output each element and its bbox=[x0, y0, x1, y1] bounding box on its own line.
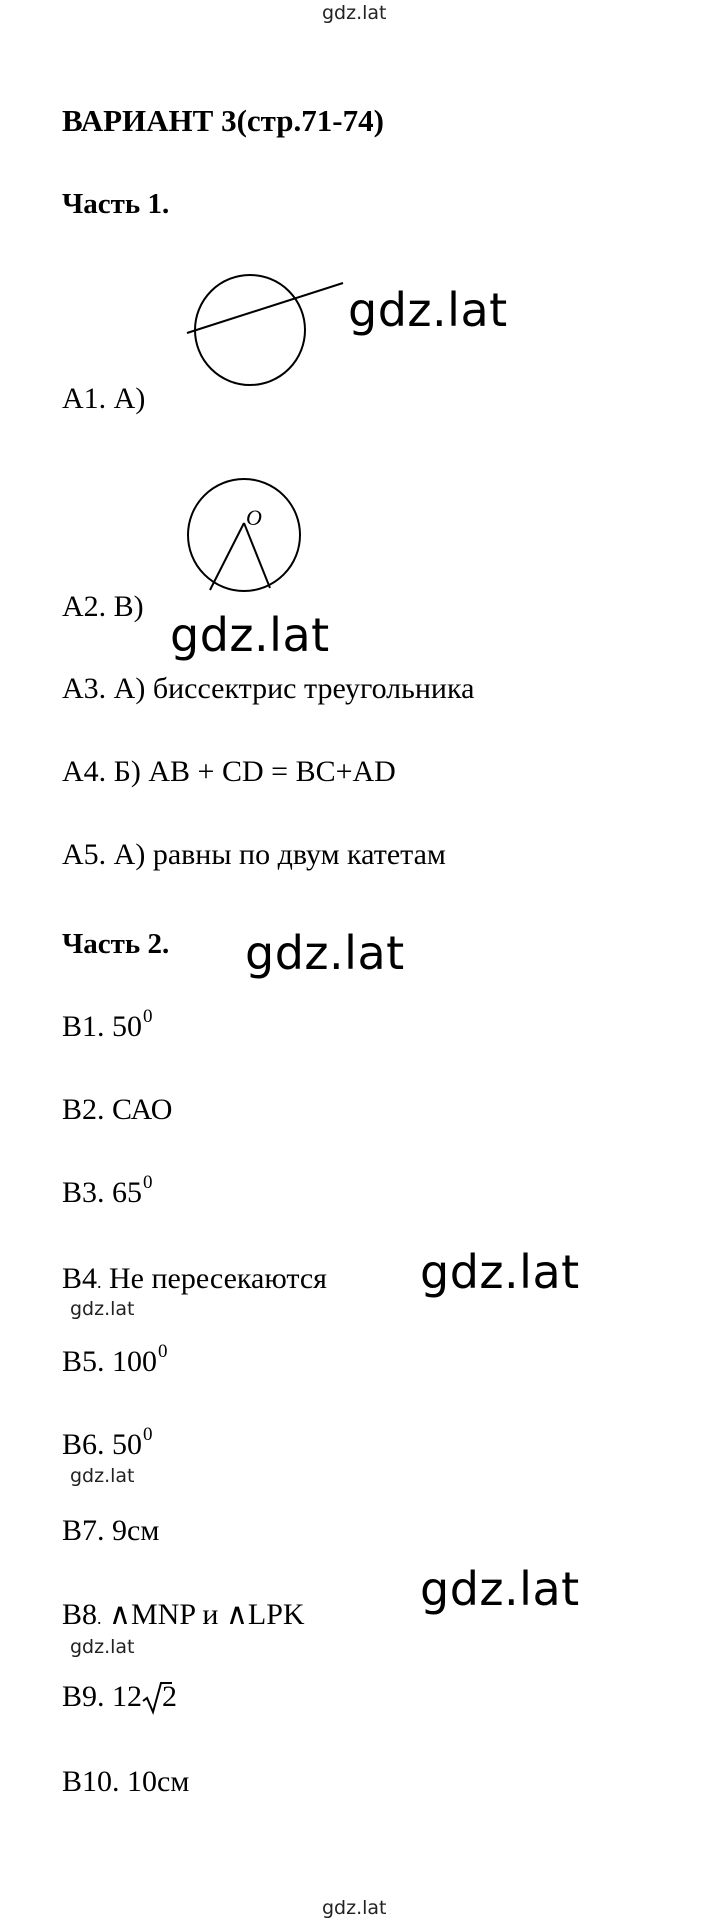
part2-heading: Часть 2. bbox=[62, 928, 170, 960]
watermark-b4: gdz.lat bbox=[420, 1245, 580, 1299]
watermark-b8-small: gdz.lat bbox=[70, 1636, 135, 1658]
watermark-a2: gdz.lat bbox=[170, 608, 330, 662]
answer-b9 bbox=[62, 1680, 177, 1714]
answer-a1: A1. А) bbox=[62, 382, 146, 415]
answer-b10: В10. 10см bbox=[62, 1765, 190, 1798]
answer-b1 bbox=[62, 1006, 153, 1044]
answer-b1-degree: 0 bbox=[143, 1006, 153, 1027]
watermark-bottom: gdz.lat bbox=[322, 1897, 387, 1919]
answer-b6-text: В6. 50 bbox=[62, 1428, 143, 1461]
answer-b3 bbox=[62, 1172, 153, 1210]
answer-a2: A2. В) bbox=[62, 590, 144, 623]
sqrt-expression bbox=[142, 1680, 177, 1714]
answer-a4: A4. Б) АВ + CD = ВС+AD bbox=[62, 755, 396, 788]
answer-b5-text: В5. 100 bbox=[62, 1345, 158, 1378]
answer-b4-text: Не пересекаются bbox=[101, 1262, 327, 1295]
sqrt-radicand: 2 bbox=[162, 1680, 178, 1713]
figure-a1-circle-secant bbox=[180, 270, 360, 390]
figure-a2-center-label: O bbox=[246, 505, 262, 530]
answer-a5: A5. А) равны по двум катетам bbox=[62, 838, 446, 871]
answer-b8-label: В8 bbox=[62, 1598, 98, 1631]
watermark-top: gdz.lat bbox=[322, 2, 387, 24]
answer-b1-text: В1. 50 bbox=[62, 1010, 143, 1043]
answer-b4-dot: . bbox=[97, 1272, 102, 1292]
watermark-a1: gdz.lat bbox=[348, 283, 508, 337]
answer-b6-degree: 0 bbox=[143, 1424, 153, 1445]
answer-b4-label: В4 bbox=[62, 1262, 98, 1295]
part1-heading: Часть 1. bbox=[62, 188, 170, 220]
answer-b7: В7. 9см bbox=[62, 1514, 160, 1547]
answer-b6 bbox=[62, 1424, 153, 1462]
figure-a2-circle-center bbox=[180, 475, 320, 620]
answer-b8 bbox=[62, 1597, 305, 1632]
answer-b5 bbox=[62, 1341, 168, 1379]
sqrt-sign bbox=[142, 1682, 164, 1714]
answer-b5-degree: 0 bbox=[158, 1341, 168, 1362]
answer-b4 bbox=[62, 1262, 327, 1296]
answer-b3-degree: 0 bbox=[143, 1172, 153, 1193]
answer-b2: В2. САО bbox=[62, 1093, 173, 1126]
watermark-b4-small: gdz.lat bbox=[70, 1298, 135, 1320]
watermark-b6-small: gdz.lat bbox=[70, 1465, 135, 1487]
answer-b3-text: В3. 65 bbox=[62, 1176, 143, 1209]
answer-b8-dot: . bbox=[97, 1608, 102, 1628]
answer-a3: A3. А) биссектрис треугольника bbox=[62, 672, 475, 705]
answer-b9-text: В9. 12 bbox=[62, 1680, 143, 1713]
watermark-b8: gdz.lat bbox=[420, 1562, 580, 1616]
answer-b8-text: ∧MNP и ∧LPK bbox=[101, 1598, 305, 1631]
watermark-part2: gdz.lat bbox=[245, 926, 405, 980]
page-title: ВАРИАНТ 3(стр.71-74) bbox=[62, 103, 384, 138]
